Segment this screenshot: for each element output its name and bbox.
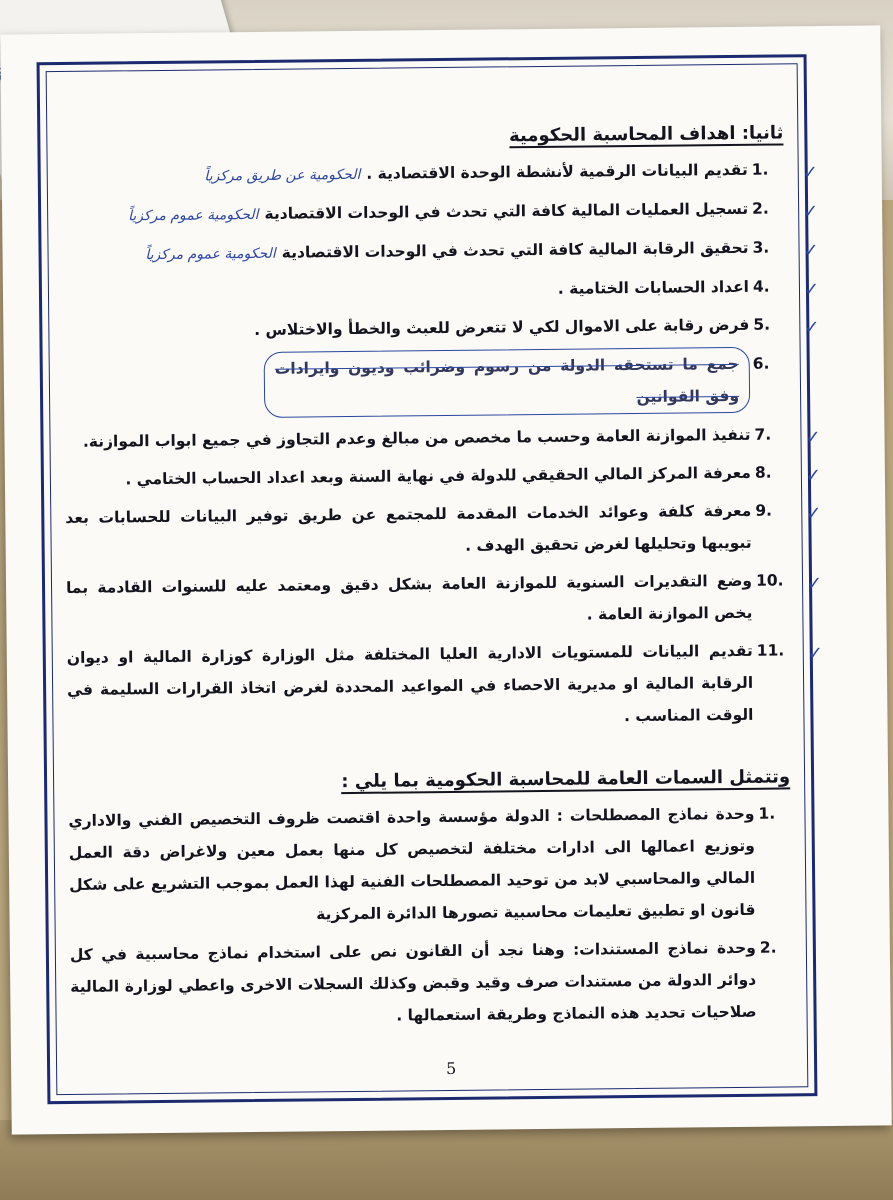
list-item: .1 وحدة نماذج المصطلحات : الدولة مؤسسة واحدة اقتصت ظروف التخصيص الفني والاداري وتوزيع اعمالها الى ادارات مختلفة لتخصيص كل منها بعمل معين ولاغراض دقة العمل المالي والمحاسبي لابد من توحيد المصطلحات الفنية لهذا العمل بموجب التشريع على شكل قانون او تطبيق تعليمات محاسبية تصورها الدائرة المركزية xyxy=(68,804,776,924)
features-list xyxy=(68,797,792,1035)
heading-text: وتتمثل السمات العامة للمحاسبة الحكومية بما يلي : xyxy=(341,766,791,793)
list-item: ✓ .2 تسجيل العمليات المالية كافة التي تحدث في الوحدات الاقتصاديةالحكومية عموم مركزياً xyxy=(62,193,748,233)
page-number: 5 xyxy=(445,1058,457,1079)
list-item: ✓ .10 وضع التقديرات السنوية للموازنة العامة بشكل دقيق ومعتمد عليه للسنوات القادمة بما يخص الموازنة العامة . xyxy=(66,565,753,636)
check-mark-icon: ✓ xyxy=(806,503,822,525)
list-item: ✓ .4 اعداد الحسابات الختامية . xyxy=(63,271,749,310)
check-mark-icon: ✓ xyxy=(803,279,820,301)
page-content xyxy=(61,122,823,1041)
section-heading-features xyxy=(68,766,790,795)
check-mark-icon: ✓ xyxy=(805,465,822,487)
handwritten-annotation: الحكومية عن طريق مركزياً xyxy=(204,166,361,185)
list-item: .2 وحدة نماذج المستندات: وهنا نجد أن القانون نص على استخدام نماذج محاسبية في كل دوائر الدولة من مستندات صرف وقيد وقبض وكذلك السجلات الاخرى واعطي لوزارة المالية صلاحيات تحديد هذه النماذج وطريقة استعمالها . xyxy=(69,938,777,1025)
check-mark-icon: ✓ xyxy=(807,643,823,665)
handwritten-annotation: الحكومية عموم مركزياً xyxy=(145,245,276,264)
document-page xyxy=(0,25,891,1134)
check-mark-icon: ✓ xyxy=(802,201,819,223)
list-item: ✓ .11 تقديم البيانات للمستويات الادارية العليا المختلفة مثل الوزارة كوزارة المالية او ديوان الرقابة المالية او مديرية الاحصاء في المواعيد المحددة لغرض اتخاذ القرارات السليمة في الوقت المناسب . xyxy=(67,635,754,738)
check-mark-icon: ✓ xyxy=(805,427,821,449)
list-item: ✓ .8 معرفة المركز المالي الحقيقي للدولة في نهاية السنة وبعد اعداد الحساب الختامي . xyxy=(65,457,751,496)
check-mark-icon: ✓ xyxy=(803,240,819,262)
objectives-list xyxy=(62,153,823,738)
check-mark-icon: ✓ xyxy=(802,162,818,184)
list-item: ✓ .5 فرض رقابة على الاموال لكي لا تتعرض للعبث والخطأ والاختلاس . xyxy=(63,309,749,348)
list-item: ✓ .1 تقديم البيانات الرقمية لأنشطة الوحدة الاقتصادية .الحكومية عن طريق مركزياً xyxy=(62,154,748,194)
list-item: ✓ .7 تنفيذ الموازنة العامة وحسب ما مخصص من مبالغ وعدم التجاوز في جميع ابواب الموازنة. xyxy=(64,419,750,458)
list-item: ✓ .9 معرفة كلفة وعوائد الخدمات المقدمة للمجتمع عن طريق توفير البيانات للحسابات بعد تبويبها وتحليلها لغرض تحقيق الهدف . xyxy=(65,495,752,566)
list-item-struck: .6 جمع ما تستحقه الدولة من رسوم وضرائب وديون وايرادات وفق القوانين xyxy=(264,347,751,418)
heading-text: ثانيا: اهداف المحاسبة الحكومية xyxy=(508,122,784,147)
check-mark-icon: ✓ xyxy=(804,317,820,339)
list-item: ✓ .3 تحقيق الرقابة المالية كافة التي تحدث في الوحدات الاقتصاديةالحكومية عموم مركزياً xyxy=(62,232,748,272)
check-mark-icon: ✓ xyxy=(806,573,823,595)
handwritten-annotation: الحكومية عموم مركزياً xyxy=(128,206,259,225)
